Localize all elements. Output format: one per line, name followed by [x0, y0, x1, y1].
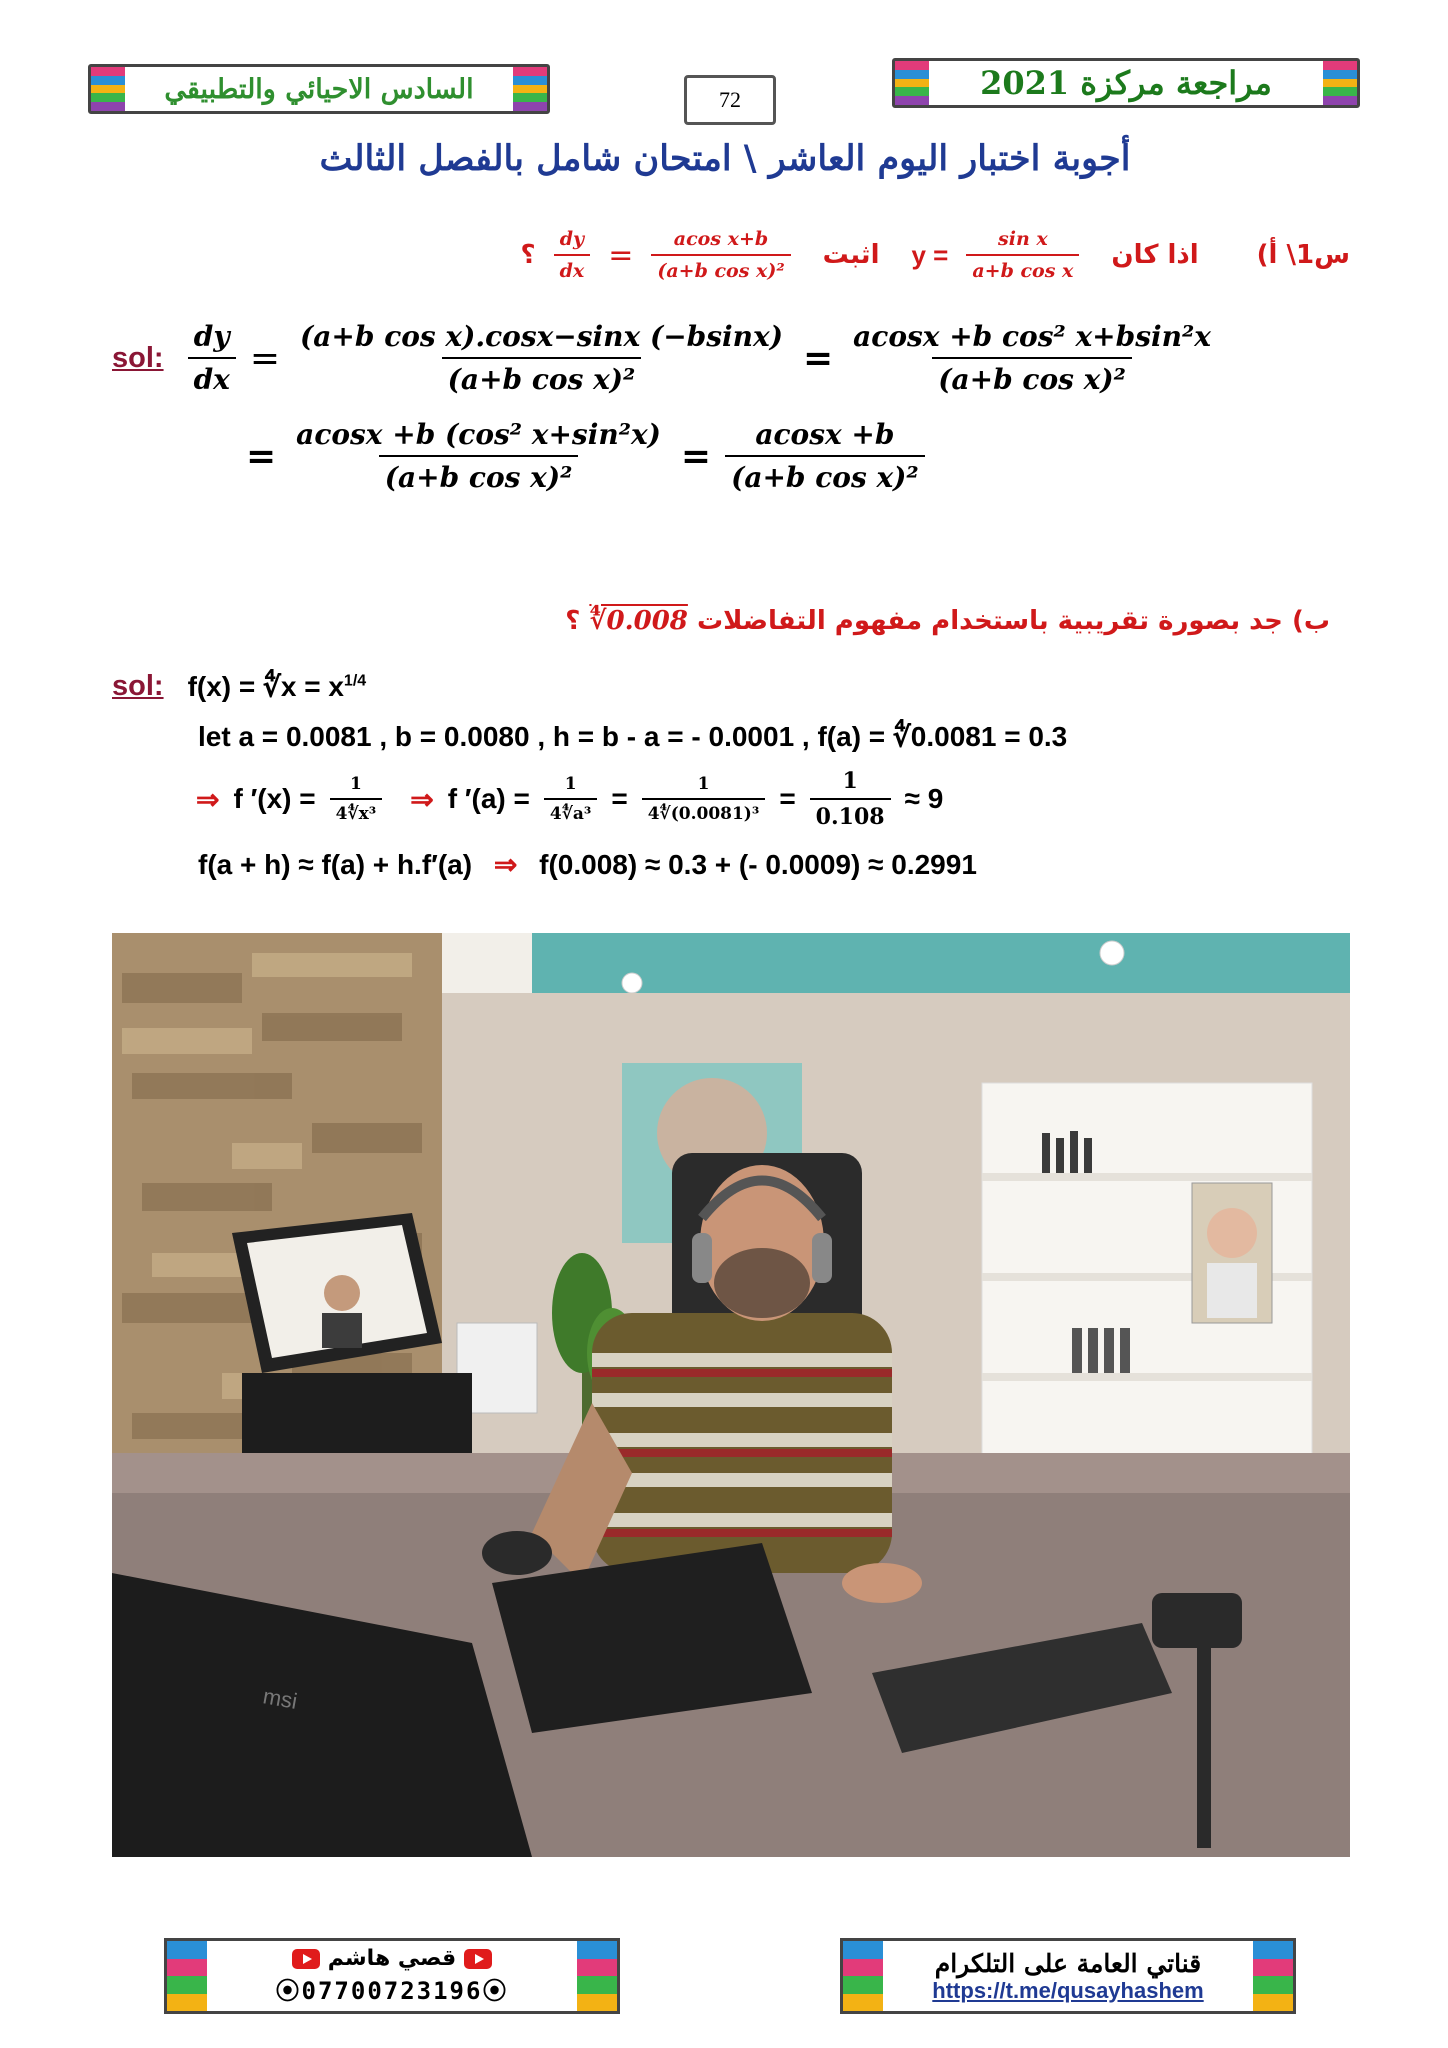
question-1	[520, 228, 1350, 282]
sol2-step2-frac	[810, 768, 891, 830]
q2-label: ب)	[1291, 606, 1330, 636]
banner-right-text: مراجعة مركزة 2021	[980, 64, 1272, 102]
sol2-let-line: let a = 0.0081 , b = 0.0080 , h = b - a = - 0.0001 , f(a) = ∜0.0081 = 0.3	[198, 721, 1068, 752]
q1-y-frac	[966, 228, 1079, 282]
q1-rhs	[651, 228, 790, 282]
banner-decoration	[1323, 61, 1357, 105]
q2-root: ∜0.008	[589, 606, 688, 636]
footer-name-line	[292, 1946, 492, 1971]
banner-decoration	[1253, 1941, 1293, 2011]
banner-decoration	[167, 1941, 207, 2011]
sol1-step3	[290, 418, 667, 494]
q1-eq: =	[608, 237, 634, 273]
sol1-step2-den: (a+b cos x)²	[932, 357, 1132, 396]
frac-num: 1	[350, 774, 362, 794]
q1-rhs-den: (a+b cos x)²	[651, 254, 790, 282]
sol2-approx: ≈ 9	[904, 783, 944, 814]
frac-den: 4∜(0.0081)³	[642, 798, 766, 824]
sol1-lhs	[188, 320, 236, 396]
sol1-step2	[847, 320, 1217, 396]
banner-decoration	[577, 1941, 617, 2011]
sol2-fx	[188, 670, 367, 703]
banner-decoration	[895, 61, 929, 105]
footer-telegram	[840, 1938, 1296, 2014]
sol1-step3-den: (a+b cos x)²	[379, 455, 579, 494]
sol1-step4-num: acosx +b	[755, 418, 895, 451]
sol1-step1	[294, 320, 789, 396]
banner-decoration	[843, 1941, 883, 2011]
phone-icon: ⦿	[275, 1977, 302, 2005]
teacher-photo	[112, 933, 1350, 1857]
sol-label: sol:	[112, 341, 164, 374]
sol1-lhs-num: dy	[193, 320, 230, 353]
sol2-fprime-a-frac	[544, 774, 597, 824]
eq-sign: =	[246, 435, 277, 477]
frac-num: 1	[697, 774, 710, 794]
footer-contact	[164, 1938, 620, 2014]
implies-icon: ⇒	[493, 849, 518, 880]
q2-qmark: ؟	[565, 606, 581, 636]
frac-num: 1	[564, 774, 577, 794]
solution-2-row-1	[112, 670, 366, 703]
sol2-derivative-line	[196, 768, 943, 830]
telegram-link[interactable]: https://t.me/qusayhashem	[932, 1977, 1204, 2003]
page-title: أجوبة اختبار اليوم العاشر \ امتحان شامل بالفصل الثالث	[319, 138, 1131, 179]
page-number: 72	[684, 75, 776, 125]
q1-y-eq: y =	[911, 239, 949, 270]
q1-dydx-num: dy	[559, 228, 585, 250]
sol1-step2-num: acosx +b cos² x+bsin²x	[853, 320, 1211, 353]
eq-sign: =	[802, 337, 834, 379]
q1-y-num: sin x	[998, 228, 1048, 250]
sol1-step4-den: (a+b cos x)²	[725, 455, 925, 494]
sol-label: sol:	[112, 670, 164, 702]
youtube-icon	[464, 1949, 492, 1969]
frac-num: 1	[842, 768, 858, 794]
q1-qmark: ؟	[520, 240, 536, 270]
eq-sign: =	[611, 783, 628, 814]
q1-label: س1\ أ)	[1256, 240, 1350, 270]
sol2-fprime-x: f ′(x) =	[233, 783, 316, 814]
q1-if: اذا كان	[1111, 240, 1199, 270]
header-banner-right	[892, 58, 1360, 108]
sol2-step-frac	[642, 774, 766, 824]
implies-icon: ⇒	[196, 783, 220, 815]
phone-icon: ⦿	[482, 1977, 509, 2005]
sol1-step3-num: acosx +b (cos² x+sin²x)	[296, 418, 661, 451]
footer-phone: 07700723196	[301, 1977, 483, 2005]
sol2-fprime-a: f ′(a) =	[447, 783, 530, 814]
sol2-fprime-x-frac	[330, 774, 383, 824]
svg-text:msi: msi	[261, 1683, 300, 1714]
sol2-final-rhs: f(0.008) ≈ 0.3 + (- 0.0009) ≈ 0.2991	[539, 849, 977, 880]
q1-prove: اثبت	[822, 240, 880, 270]
header-banner-left	[88, 64, 550, 114]
teacher-photo-illustration	[112, 933, 1350, 1857]
q1-rhs-num: acos x+b	[673, 228, 769, 250]
frac-den: 0.108	[810, 798, 891, 830]
q1-dydx	[554, 228, 591, 282]
sol1-step1-den: (a+b cos x)²	[442, 357, 642, 396]
q1-y-den: a+b cos x	[966, 254, 1079, 282]
implies-icon: ⇒	[410, 783, 434, 815]
sol2-fx-text: f(x) = ∜x = x	[187, 671, 344, 702]
footer-phone-line	[276, 1971, 509, 2006]
sol2-final-lhs: f(a + h) ≈ f(a) + h.f′(a)	[198, 849, 473, 880]
eq-sign: =	[779, 783, 796, 814]
footer-name: قصي هاشم	[327, 1946, 457, 1971]
solution-1-row-1	[112, 320, 1217, 396]
sol1-lhs-den: dx	[188, 357, 236, 396]
footer-channel: قناتي العامة على التلكرام	[934, 1948, 1202, 1978]
q2-text: جد بصورة تقريبية باستخدام مفهوم التفاضلات	[696, 606, 1283, 636]
sol1-step4	[725, 418, 925, 494]
sol2-fx-exponent: 1/4	[343, 672, 367, 690]
eq-sign: =	[680, 435, 712, 477]
frac-den: 4∜a³	[544, 798, 597, 824]
eq-sign: =	[249, 337, 281, 379]
sol2-final-line	[198, 848, 977, 881]
banner-left-text: السادس الاحيائي والتطبيقي	[164, 73, 474, 105]
youtube-icon	[292, 1949, 320, 1969]
banner-decoration	[513, 67, 547, 111]
question-2	[565, 606, 1330, 636]
q1-dydx-den: dx	[554, 254, 591, 282]
sol1-step1-num: (a+b cos x).cosx−sinx (−bsinx)	[300, 320, 783, 353]
solution-1-row-2	[246, 418, 925, 494]
frac-den: 4∜x³	[330, 798, 383, 824]
banner-decoration	[91, 67, 125, 111]
